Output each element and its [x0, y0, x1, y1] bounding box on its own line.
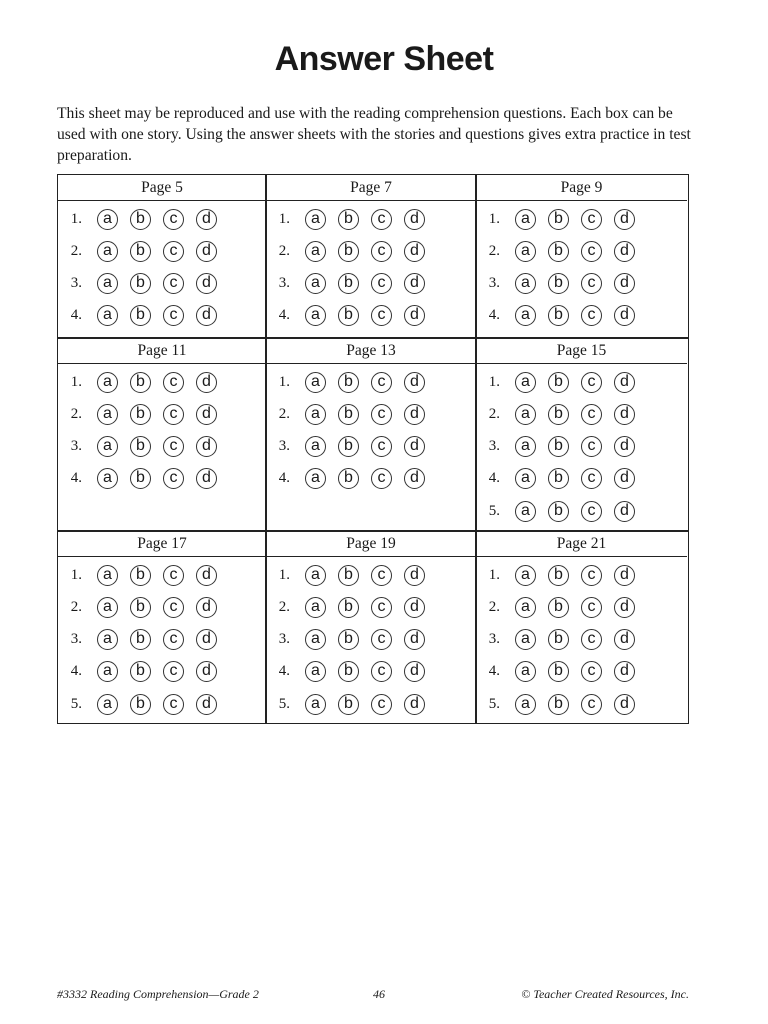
question-number: 2. — [70, 242, 82, 259]
answer-bubble-d[interactable]: d — [614, 694, 635, 715]
question-row — [268, 591, 425, 623]
answer-bubble-d[interactable]: d — [196, 404, 217, 425]
question-number: 3. — [70, 438, 82, 455]
answer-bubble-a[interactable]: a — [97, 273, 118, 294]
answer-bubble-d[interactable]: d — [196, 436, 217, 457]
answer-bubble-b[interactable]: b — [548, 597, 569, 618]
answer-bubble-d[interactable]: d — [614, 372, 635, 393]
answer-bubble-a[interactable]: a — [97, 468, 118, 489]
box-page-label: Page 9 — [476, 175, 687, 201]
box-page-label: Page 17 — [58, 531, 266, 557]
answer-bubble-a[interactable]: a — [515, 597, 536, 618]
answer-bubble-a[interactable]: a — [515, 372, 536, 393]
question-number: 5. — [278, 695, 290, 712]
answer-bubble-d[interactable]: d — [614, 273, 635, 294]
answer-bubble-d[interactable]: d — [404, 629, 425, 650]
answer-bubble-c[interactable]: c — [163, 305, 184, 326]
answer-bubble-d[interactable]: d — [196, 468, 217, 489]
answer-bubble-c[interactable]: c — [163, 694, 184, 715]
question-number: 4. — [278, 470, 290, 487]
answer-bubble-b[interactable]: b — [548, 241, 569, 262]
answer-bubble-c[interactable]: c — [581, 629, 602, 650]
answer-bubble-c[interactable]: c — [163, 436, 184, 457]
question-row — [60, 559, 217, 591]
answer-bubble-b[interactable]: b — [548, 565, 569, 586]
answer-bubble-b[interactable]: b — [130, 565, 151, 586]
question-number: 2. — [488, 598, 500, 615]
answer-bubble-d[interactable]: d — [614, 468, 635, 489]
answer-bubble-d[interactable]: d — [404, 305, 425, 326]
answer-bubble-d[interactable]: d — [196, 372, 217, 393]
answer-bubble-d[interactable]: d — [404, 404, 425, 425]
answer-bubble-a[interactable]: a — [305, 661, 326, 682]
answer-bubble-b[interactable]: b — [338, 629, 359, 650]
question-row — [60, 656, 217, 688]
answer-bubble-c[interactable]: c — [163, 372, 184, 393]
answer-bubble-c[interactable]: c — [163, 565, 184, 586]
answer-bubble-a[interactable]: a — [515, 694, 536, 715]
answer-bubble-d[interactable]: d — [404, 565, 425, 586]
answer-bubble-c[interactable]: c — [371, 241, 392, 262]
question-number: 1. — [278, 210, 290, 227]
question-row — [60, 398, 217, 430]
answer-bubble-c[interactable]: c — [371, 661, 392, 682]
question-row — [268, 268, 425, 300]
question-number: 2. — [70, 405, 82, 422]
answer-bubble-c[interactable]: c — [163, 597, 184, 618]
question-row — [478, 688, 635, 720]
answer-bubble-b[interactable]: b — [548, 694, 569, 715]
answer-bubble-c[interactable]: c — [163, 468, 184, 489]
question-row — [268, 300, 425, 332]
answer-bubble-b[interactable]: b — [338, 273, 359, 294]
question-row — [268, 463, 425, 495]
answer-bubble-d[interactable]: d — [196, 597, 217, 618]
question-number: 2. — [278, 242, 290, 259]
question-number: 3. — [278, 438, 290, 455]
answer-bubble-b[interactable]: b — [130, 273, 151, 294]
answer-bubble-d[interactable]: d — [196, 241, 217, 262]
question-number: 4. — [488, 470, 500, 487]
question-number: 3. — [488, 438, 500, 455]
answer-bubble-b[interactable]: b — [548, 501, 569, 522]
footer-page-number: 46 — [373, 987, 385, 1001]
question-row — [478, 656, 635, 688]
question-number: 4. — [70, 307, 82, 324]
answer-bubble-d[interactable]: d — [404, 694, 425, 715]
box-page-label: Page 19 — [266, 531, 476, 557]
answer-bubble-b[interactable]: b — [130, 372, 151, 393]
answer-bubble-b[interactable]: b — [548, 629, 569, 650]
question-number: 3. — [488, 275, 500, 292]
answer-bubble-c[interactable]: c — [371, 305, 392, 326]
question-row — [478, 431, 635, 463]
question-row — [478, 203, 635, 235]
answer-bubble-c[interactable]: c — [581, 241, 602, 262]
answer-bubble-c[interactable]: c — [581, 468, 602, 489]
answer-bubble-b[interactable]: b — [338, 436, 359, 457]
answer-bubble-a[interactable]: a — [97, 241, 118, 262]
answer-bubble-d[interactable]: d — [614, 629, 635, 650]
question-number: 4. — [488, 307, 500, 324]
question-row — [268, 366, 425, 398]
answer-box — [266, 175, 476, 338]
answer-bubble-b[interactable]: b — [130, 629, 151, 650]
question-number: 3. — [278, 275, 290, 292]
answer-bubble-b[interactable]: b — [338, 404, 359, 425]
question-row — [60, 366, 217, 398]
question-number: 1. — [488, 373, 500, 390]
question-row — [268, 656, 425, 688]
answer-bubble-d[interactable]: d — [404, 241, 425, 262]
answer-bubble-a[interactable]: a — [97, 209, 118, 230]
question-number: 1. — [70, 566, 82, 583]
answer-bubble-a[interactable]: a — [97, 436, 118, 457]
answer-bubble-d[interactable]: d — [614, 209, 635, 230]
answer-bubble-a[interactable]: a — [305, 273, 326, 294]
question-row — [478, 398, 635, 430]
answer-bubble-c[interactable]: c — [371, 565, 392, 586]
box-page-label: Page 13 — [266, 338, 476, 364]
answer-bubble-d[interactable]: d — [196, 629, 217, 650]
answer-bubble-d[interactable]: d — [614, 565, 635, 586]
answer-bubble-d[interactable]: d — [196, 565, 217, 586]
answer-box — [266, 338, 476, 531]
answer-bubble-b[interactable]: b — [130, 468, 151, 489]
box-page-label: Page 7 — [266, 175, 476, 201]
intro-text: This sheet may be reproduced and use with the reading comprehension questions. Each box can be used with one story. Using the answer sheets with the stories and questions gives extra practice in test preparation. — [57, 105, 691, 164]
question-number: 1. — [488, 210, 500, 227]
answer-bubble-c[interactable]: c — [371, 436, 392, 457]
question-row — [60, 688, 217, 720]
answer-bubble-b[interactable]: b — [548, 273, 569, 294]
question-row — [478, 268, 635, 300]
answer-bubble-b[interactable]: b — [130, 661, 151, 682]
answer-bubble-d[interactable]: d — [196, 694, 217, 715]
answer-bubble-c[interactable]: c — [163, 209, 184, 230]
question-number: 4. — [70, 663, 82, 680]
answer-bubble-a[interactable]: a — [305, 404, 326, 425]
page-footer — [57, 987, 689, 1005]
answer-bubble-a[interactable]: a — [515, 209, 536, 230]
answer-bubble-b[interactable]: b — [548, 436, 569, 457]
box-page-label: Page 21 — [476, 531, 687, 557]
answer-bubble-a[interactable]: a — [515, 436, 536, 457]
answer-bubble-b[interactable]: b — [338, 661, 359, 682]
answer-bubble-b[interactable]: b — [548, 404, 569, 425]
answer-bubble-a[interactable]: a — [97, 305, 118, 326]
answer-bubble-b[interactable]: b — [338, 209, 359, 230]
answer-bubble-c[interactable]: c — [371, 597, 392, 618]
answer-grid — [57, 174, 689, 724]
question-number: 5. — [488, 695, 500, 712]
footer-copyright: © Teacher Created Resources, Inc. — [521, 987, 689, 1001]
answer-bubble-c[interactable]: c — [581, 305, 602, 326]
question-row — [478, 463, 635, 495]
answer-bubble-a[interactable]: a — [305, 597, 326, 618]
question-number: 5. — [488, 502, 500, 519]
question-number: 4. — [278, 307, 290, 324]
answer-box — [476, 531, 687, 722]
answer-bubble-a[interactable]: a — [305, 372, 326, 393]
answer-bubble-b[interactable]: b — [338, 372, 359, 393]
answer-bubble-a[interactable]: a — [97, 629, 118, 650]
answer-bubble-c[interactable]: c — [371, 694, 392, 715]
question-number: 2. — [278, 598, 290, 615]
question-number: 2. — [488, 405, 500, 422]
question-row — [268, 398, 425, 430]
question-row — [268, 203, 425, 235]
answer-bubble-b[interactable]: b — [548, 468, 569, 489]
answer-box — [476, 175, 687, 338]
answer-bubble-b[interactable]: b — [130, 694, 151, 715]
answer-bubble-d[interactable]: d — [404, 372, 425, 393]
question-number: 2. — [70, 598, 82, 615]
answer-box — [266, 531, 476, 722]
answer-bubble-a[interactable]: a — [515, 661, 536, 682]
answer-bubble-b[interactable]: b — [548, 661, 569, 682]
question-row — [60, 463, 217, 495]
answer-bubble-a[interactable]: a — [305, 241, 326, 262]
question-row — [478, 559, 635, 591]
answer-bubble-d[interactable]: d — [196, 305, 217, 326]
answer-bubble-c[interactable]: c — [371, 209, 392, 230]
answer-bubble-c[interactable]: c — [581, 209, 602, 230]
answer-bubble-a[interactable]: a — [515, 501, 536, 522]
answer-bubble-c[interactable]: c — [163, 404, 184, 425]
question-row — [60, 235, 217, 267]
answer-bubble-d[interactable]: d — [196, 209, 217, 230]
answer-bubble-a[interactable]: a — [97, 404, 118, 425]
answer-bubble-b[interactable]: b — [130, 209, 151, 230]
answer-bubble-c[interactable]: c — [371, 629, 392, 650]
question-number: 2. — [488, 242, 500, 259]
answer-bubble-d[interactable]: d — [404, 273, 425, 294]
question-number: 3. — [70, 631, 82, 648]
question-number: 2. — [278, 405, 290, 422]
question-row — [60, 268, 217, 300]
answer-bubble-a[interactable]: a — [305, 468, 326, 489]
answer-bubble-b[interactable]: b — [338, 468, 359, 489]
answer-bubble-c[interactable]: c — [581, 404, 602, 425]
answer-bubble-c[interactable]: c — [163, 273, 184, 294]
box-page-label: Page 5 — [58, 175, 266, 201]
answer-bubble-c[interactable]: c — [163, 629, 184, 650]
answer-bubble-a[interactable]: a — [97, 565, 118, 586]
answer-bubble-d[interactable]: d — [404, 661, 425, 682]
question-row — [478, 235, 635, 267]
answer-bubble-b[interactable]: b — [338, 241, 359, 262]
answer-bubble-d[interactable]: d — [404, 468, 425, 489]
answer-bubble-a[interactable]: a — [97, 661, 118, 682]
question-row — [478, 300, 635, 332]
answer-box — [58, 175, 266, 338]
answer-bubble-a[interactable]: a — [515, 565, 536, 586]
answer-bubble-d[interactable]: d — [614, 436, 635, 457]
answer-box — [58, 531, 266, 722]
answer-bubble-c[interactable]: c — [581, 501, 602, 522]
answer-bubble-b[interactable]: b — [130, 305, 151, 326]
answer-bubble-d[interactable]: d — [404, 436, 425, 457]
answer-bubble-a[interactable]: a — [97, 372, 118, 393]
answer-box — [58, 338, 266, 531]
box-page-label: Page 11 — [58, 338, 266, 364]
answer-bubble-c[interactable]: c — [581, 565, 602, 586]
question-row — [60, 203, 217, 235]
question-number: 5. — [70, 695, 82, 712]
answer-bubble-c[interactable]: c — [371, 372, 392, 393]
answer-bubble-c[interactable]: c — [581, 661, 602, 682]
answer-bubble-c[interactable]: c — [581, 372, 602, 393]
question-number: 1. — [278, 373, 290, 390]
answer-bubble-d[interactable]: d — [614, 241, 635, 262]
question-row — [478, 624, 635, 656]
question-row — [478, 591, 635, 623]
answer-bubble-b[interactable]: b — [130, 241, 151, 262]
answer-bubble-c[interactable]: c — [163, 661, 184, 682]
answer-bubble-a[interactable]: a — [515, 305, 536, 326]
answer-bubble-c[interactable]: c — [163, 241, 184, 262]
question-number: 1. — [278, 566, 290, 583]
answer-bubble-b[interactable]: b — [338, 597, 359, 618]
footer-book-title: #3332 Reading Comprehension—Grade 2 — [57, 987, 259, 1001]
answer-bubble-b[interactable]: b — [130, 597, 151, 618]
question-number: 1. — [70, 373, 82, 390]
answer-bubble-a[interactable]: a — [305, 565, 326, 586]
answer-bubble-d[interactable]: d — [404, 597, 425, 618]
question-row — [60, 300, 217, 332]
answer-bubble-a[interactable]: a — [305, 209, 326, 230]
question-row — [268, 559, 425, 591]
answer-bubble-c[interactable]: c — [581, 273, 602, 294]
answer-bubble-a[interactable]: a — [515, 404, 536, 425]
answer-bubble-a[interactable]: a — [305, 436, 326, 457]
answer-bubble-d[interactable]: d — [614, 404, 635, 425]
question-number: 1. — [70, 210, 82, 227]
question-row — [268, 624, 425, 656]
answer-bubble-a[interactable]: a — [515, 241, 536, 262]
answer-bubble-c[interactable]: c — [581, 694, 602, 715]
question-row — [60, 624, 217, 656]
question-number: 4. — [488, 663, 500, 680]
answer-bubble-d[interactable]: d — [404, 209, 425, 230]
question-number: 1. — [488, 566, 500, 583]
answer-bubble-c[interactable]: c — [581, 597, 602, 618]
answer-bubble-a[interactable]: a — [305, 629, 326, 650]
box-page-label: Page 15 — [476, 338, 687, 364]
answer-box — [476, 338, 687, 531]
question-row — [268, 235, 425, 267]
answer-bubble-d[interactable]: d — [614, 597, 635, 618]
answer-bubble-d[interactable]: d — [614, 501, 635, 522]
question-number: 3. — [488, 631, 500, 648]
answer-bubble-a[interactable]: a — [515, 273, 536, 294]
question-row — [478, 366, 635, 398]
question-number: 3. — [278, 631, 290, 648]
question-row — [268, 688, 425, 720]
answer-bubble-b[interactable]: b — [338, 694, 359, 715]
answer-bubble-b[interactable]: b — [338, 565, 359, 586]
answer-bubble-d[interactable]: d — [196, 661, 217, 682]
answer-bubble-c[interactable]: c — [371, 404, 392, 425]
answer-bubble-a[interactable]: a — [515, 468, 536, 489]
answer-bubble-a[interactable]: a — [305, 694, 326, 715]
answer-bubble-c[interactable]: c — [581, 436, 602, 457]
answer-bubble-b[interactable]: b — [548, 305, 569, 326]
question-row — [60, 431, 217, 463]
question-number: 3. — [70, 275, 82, 292]
answer-bubble-d[interactable]: d — [614, 661, 635, 682]
question-number: 4. — [278, 663, 290, 680]
answer-bubble-a[interactable]: a — [515, 629, 536, 650]
question-row — [268, 431, 425, 463]
answer-bubble-b[interactable]: b — [130, 404, 151, 425]
answer-bubble-b[interactable]: b — [338, 305, 359, 326]
answer-bubble-c[interactable]: c — [371, 468, 392, 489]
answer-bubble-d[interactable]: d — [614, 305, 635, 326]
answer-bubble-a[interactable]: a — [97, 694, 118, 715]
question-row — [478, 495, 635, 527]
answer-bubble-d[interactable]: d — [196, 273, 217, 294]
answer-bubble-b[interactable]: b — [548, 372, 569, 393]
answer-bubble-c[interactable]: c — [371, 273, 392, 294]
question-number: 4. — [70, 470, 82, 487]
question-row — [60, 591, 217, 623]
answer-bubble-b[interactable]: b — [548, 209, 569, 230]
answer-bubble-b[interactable]: b — [130, 436, 151, 457]
page-title: Answer Sheet — [274, 40, 494, 78]
answer-bubble-a[interactable]: a — [97, 597, 118, 618]
answer-bubble-a[interactable]: a — [305, 305, 326, 326]
